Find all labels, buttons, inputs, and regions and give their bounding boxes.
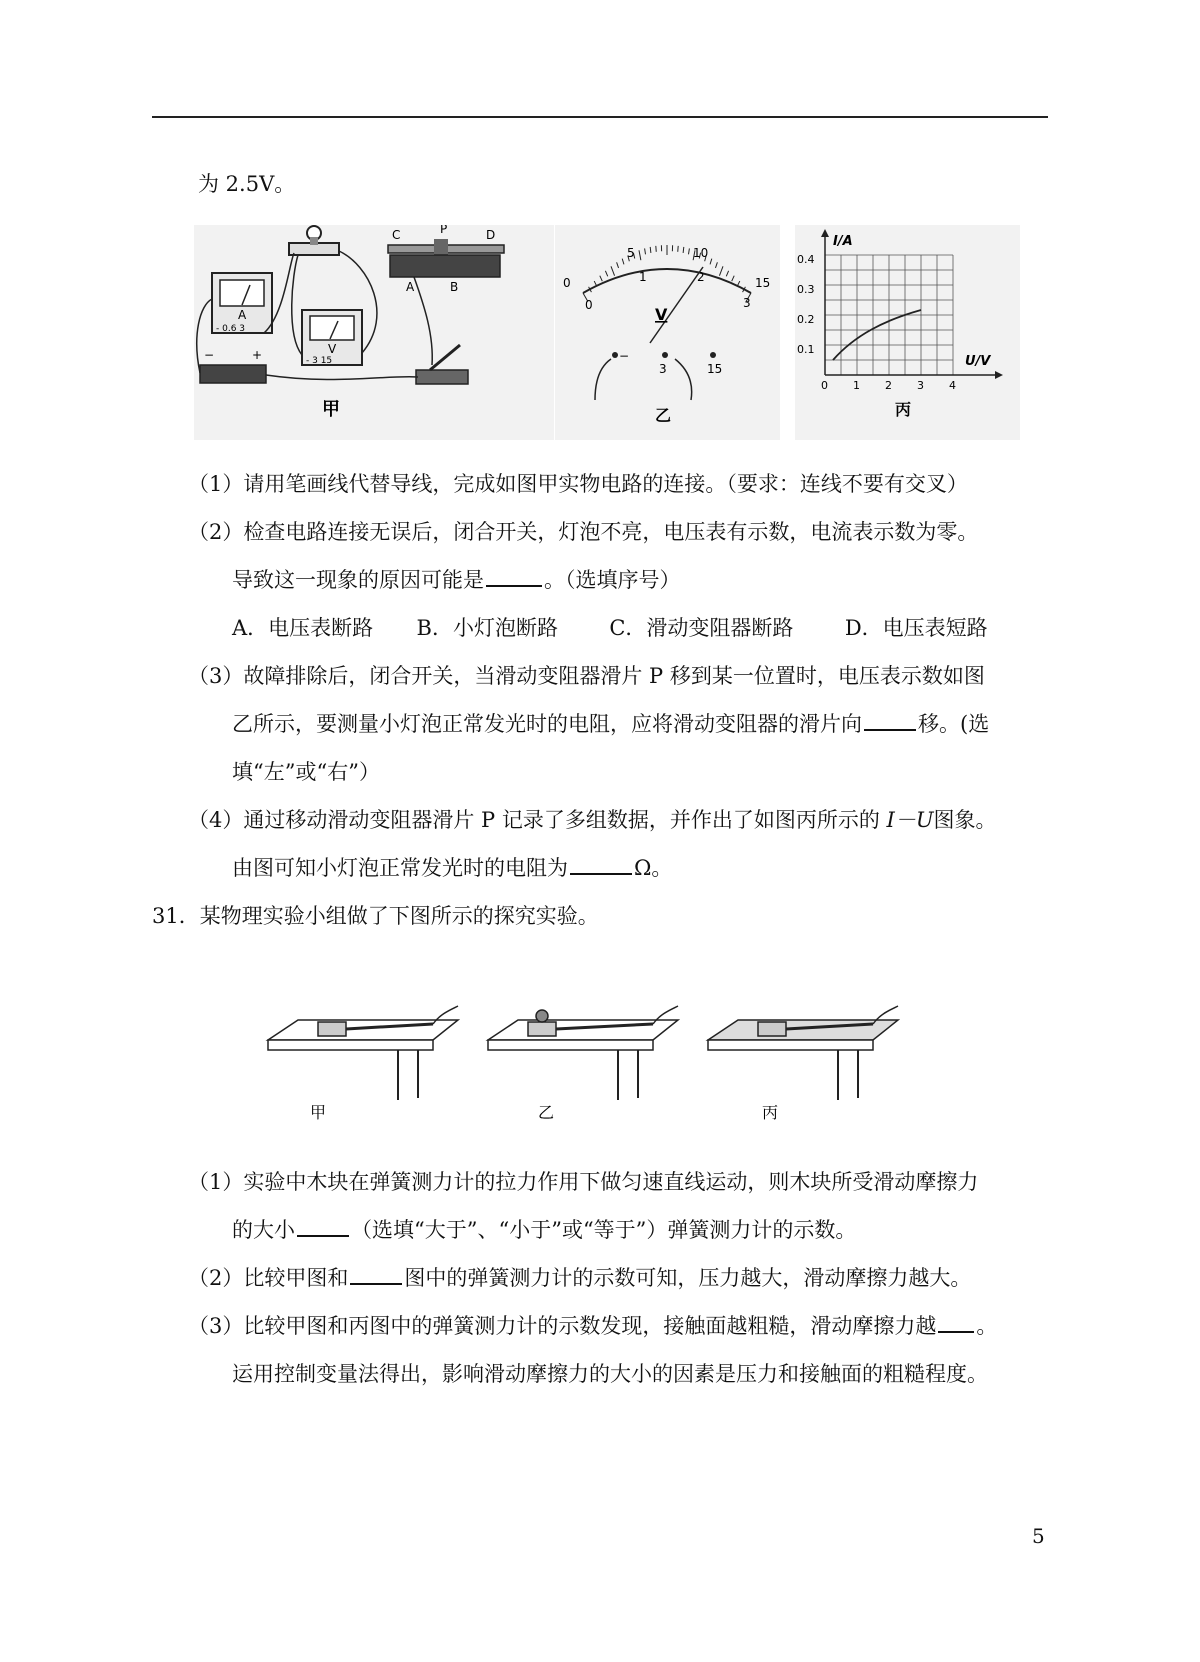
svg-text:V: V [328, 342, 337, 356]
svg-text:3: 3 [917, 379, 924, 392]
answer-blank [297, 1217, 349, 1237]
q30-part4-line1: （4）通过移动滑动变阻器滑片 P 记录了多组数据，并作出了如图丙所示的 I－U图象。 [188, 808, 997, 832]
table-bing-icon [708, 1006, 898, 1122]
svg-text:P: P [440, 225, 448, 236]
svg-text:15: 15 [755, 276, 771, 290]
ammeter-icon [212, 273, 272, 334]
q30-part2-line2: 导致这一现象的原因可能是 。（选填序号） [232, 568, 681, 592]
q31-part3-line2: 运用控制变量法得出，影响滑动摩擦力的大小的因素是压力和接触面的粗糙程度。 [232, 1362, 988, 1386]
q30-part3-line2: 乙所示，要测量小灯泡正常发光时的电阻，应将滑动变阻器的滑片向 移。(选 [232, 712, 990, 736]
q30-part1: （1）请用笔画线代替导线，完成如图甲实物电路的连接。（要求：连线不要有交叉） [188, 472, 968, 496]
svg-text:C: C [392, 228, 401, 242]
svg-text:15: 15 [707, 362, 723, 376]
svg-text:0: 0 [821, 379, 828, 392]
q31-part1-line2: 的大小 （选填“大于”、“小于”或“等于”）弹簧测力计的示数。 [232, 1218, 857, 1242]
q30-options [232, 614, 988, 642]
figure-yi-voltmeter [555, 225, 780, 440]
answer-blank [570, 855, 632, 875]
figure-q31-friction [258, 1000, 938, 1130]
svg-text:U/V: U/V [965, 354, 991, 369]
svg-text:- 3 15: - 3 15 [306, 356, 333, 366]
svg-text:5: 5 [627, 246, 635, 260]
q30-part3-line3: 填“左”或“右”） [232, 760, 380, 784]
svg-text:0.4: 0.4 [797, 253, 815, 266]
svg-text:4: 4 [949, 379, 956, 392]
answer-blank [864, 711, 916, 731]
table-jia-icon [268, 1006, 458, 1122]
table-yi-icon [488, 1006, 678, 1122]
svg-text:0.1: 0.1 [797, 343, 815, 356]
svg-text:3: 3 [743, 296, 751, 310]
svg-text:2: 2 [697, 270, 705, 284]
dial-tick [683, 247, 684, 253]
svg-text:D: D [486, 228, 496, 242]
svg-text:丙: 丙 [895, 400, 912, 419]
q31-part1-line1: （1）实验中木块在弹簧测力计的拉力作用下做匀速直线运动，则木块所受滑动摩擦力 [188, 1170, 979, 1194]
svg-text:10: 10 [693, 246, 709, 260]
svg-text:−: − [619, 349, 630, 363]
q31-part3-line1: （3）比较甲图和丙图中的弹簧测力计的示数发现，接触面越粗糙，滑动摩擦力越 。 [188, 1314, 998, 1338]
answer-blank [350, 1265, 402, 1285]
svg-text:2: 2 [885, 379, 892, 392]
figure-jia-circuit [194, 225, 554, 440]
svg-text:0: 0 [585, 298, 593, 312]
svg-text:乙: 乙 [538, 1103, 555, 1122]
option-d: D．电压表短路 [844, 616, 988, 640]
svg-text:V: V [655, 305, 668, 324]
option-c: C．滑动变阻器断路 [609, 616, 794, 640]
svg-text:0: 0 [563, 276, 571, 290]
svg-text:I/A: I/A [833, 234, 853, 249]
svg-text:乙: 乙 [655, 406, 672, 425]
svg-text:1: 1 [853, 379, 860, 392]
svg-text:0.3: 0.3 [797, 283, 815, 296]
q31-part2: （2）比较甲图和 图中的弹簧测力计的示数可知，压力越大，滑动摩擦力越大。 [188, 1266, 972, 1290]
svg-text:甲: 甲 [322, 399, 340, 420]
q30-part3-line1: （3）故障排除后，闭合开关，当滑动变阻器滑片 P 移到某一位置时，电压表示数如图 [188, 664, 985, 688]
q30-part4-line2: 由图可知小灯泡正常发光时的电阻为 Ω。 [232, 856, 673, 880]
q31-title: 31．某物理实验小组做了下图所示的探究实验。 [152, 904, 599, 928]
option-b: B．小灯泡断路 [416, 616, 558, 640]
svg-text:丙: 丙 [762, 1103, 779, 1122]
answer-blank [938, 1313, 974, 1333]
svg-text:1: 1 [639, 270, 647, 284]
answer-blank [486, 567, 542, 587]
svg-text:- 0.6 3: - 0.6 3 [216, 324, 246, 334]
svg-text:3: 3 [659, 362, 667, 376]
voltmeter-icon [302, 310, 362, 366]
svg-text:A: A [406, 280, 415, 294]
svg-text:+: + [252, 348, 263, 362]
svg-text:甲: 甲 [310, 1103, 327, 1122]
svg-text:−: − [204, 348, 215, 362]
svg-text:A: A [238, 308, 247, 322]
option-a: A．电压表断路 [232, 616, 374, 640]
svg-text:0.2: 0.2 [797, 313, 815, 326]
svg-text:B: B [450, 280, 459, 294]
q30-part2-line1: （2）检查电路连接无误后，闭合开关，灯泡不亮，电压表有示数，电流表示数为零。 [188, 520, 979, 544]
page-number: 5 [1032, 1524, 1045, 1548]
intro-line: 为 2.5V。 [198, 172, 296, 196]
dial-tick [650, 247, 651, 253]
header-rule [152, 116, 1048, 118]
figure-bing-iu-graph [795, 225, 1020, 440]
